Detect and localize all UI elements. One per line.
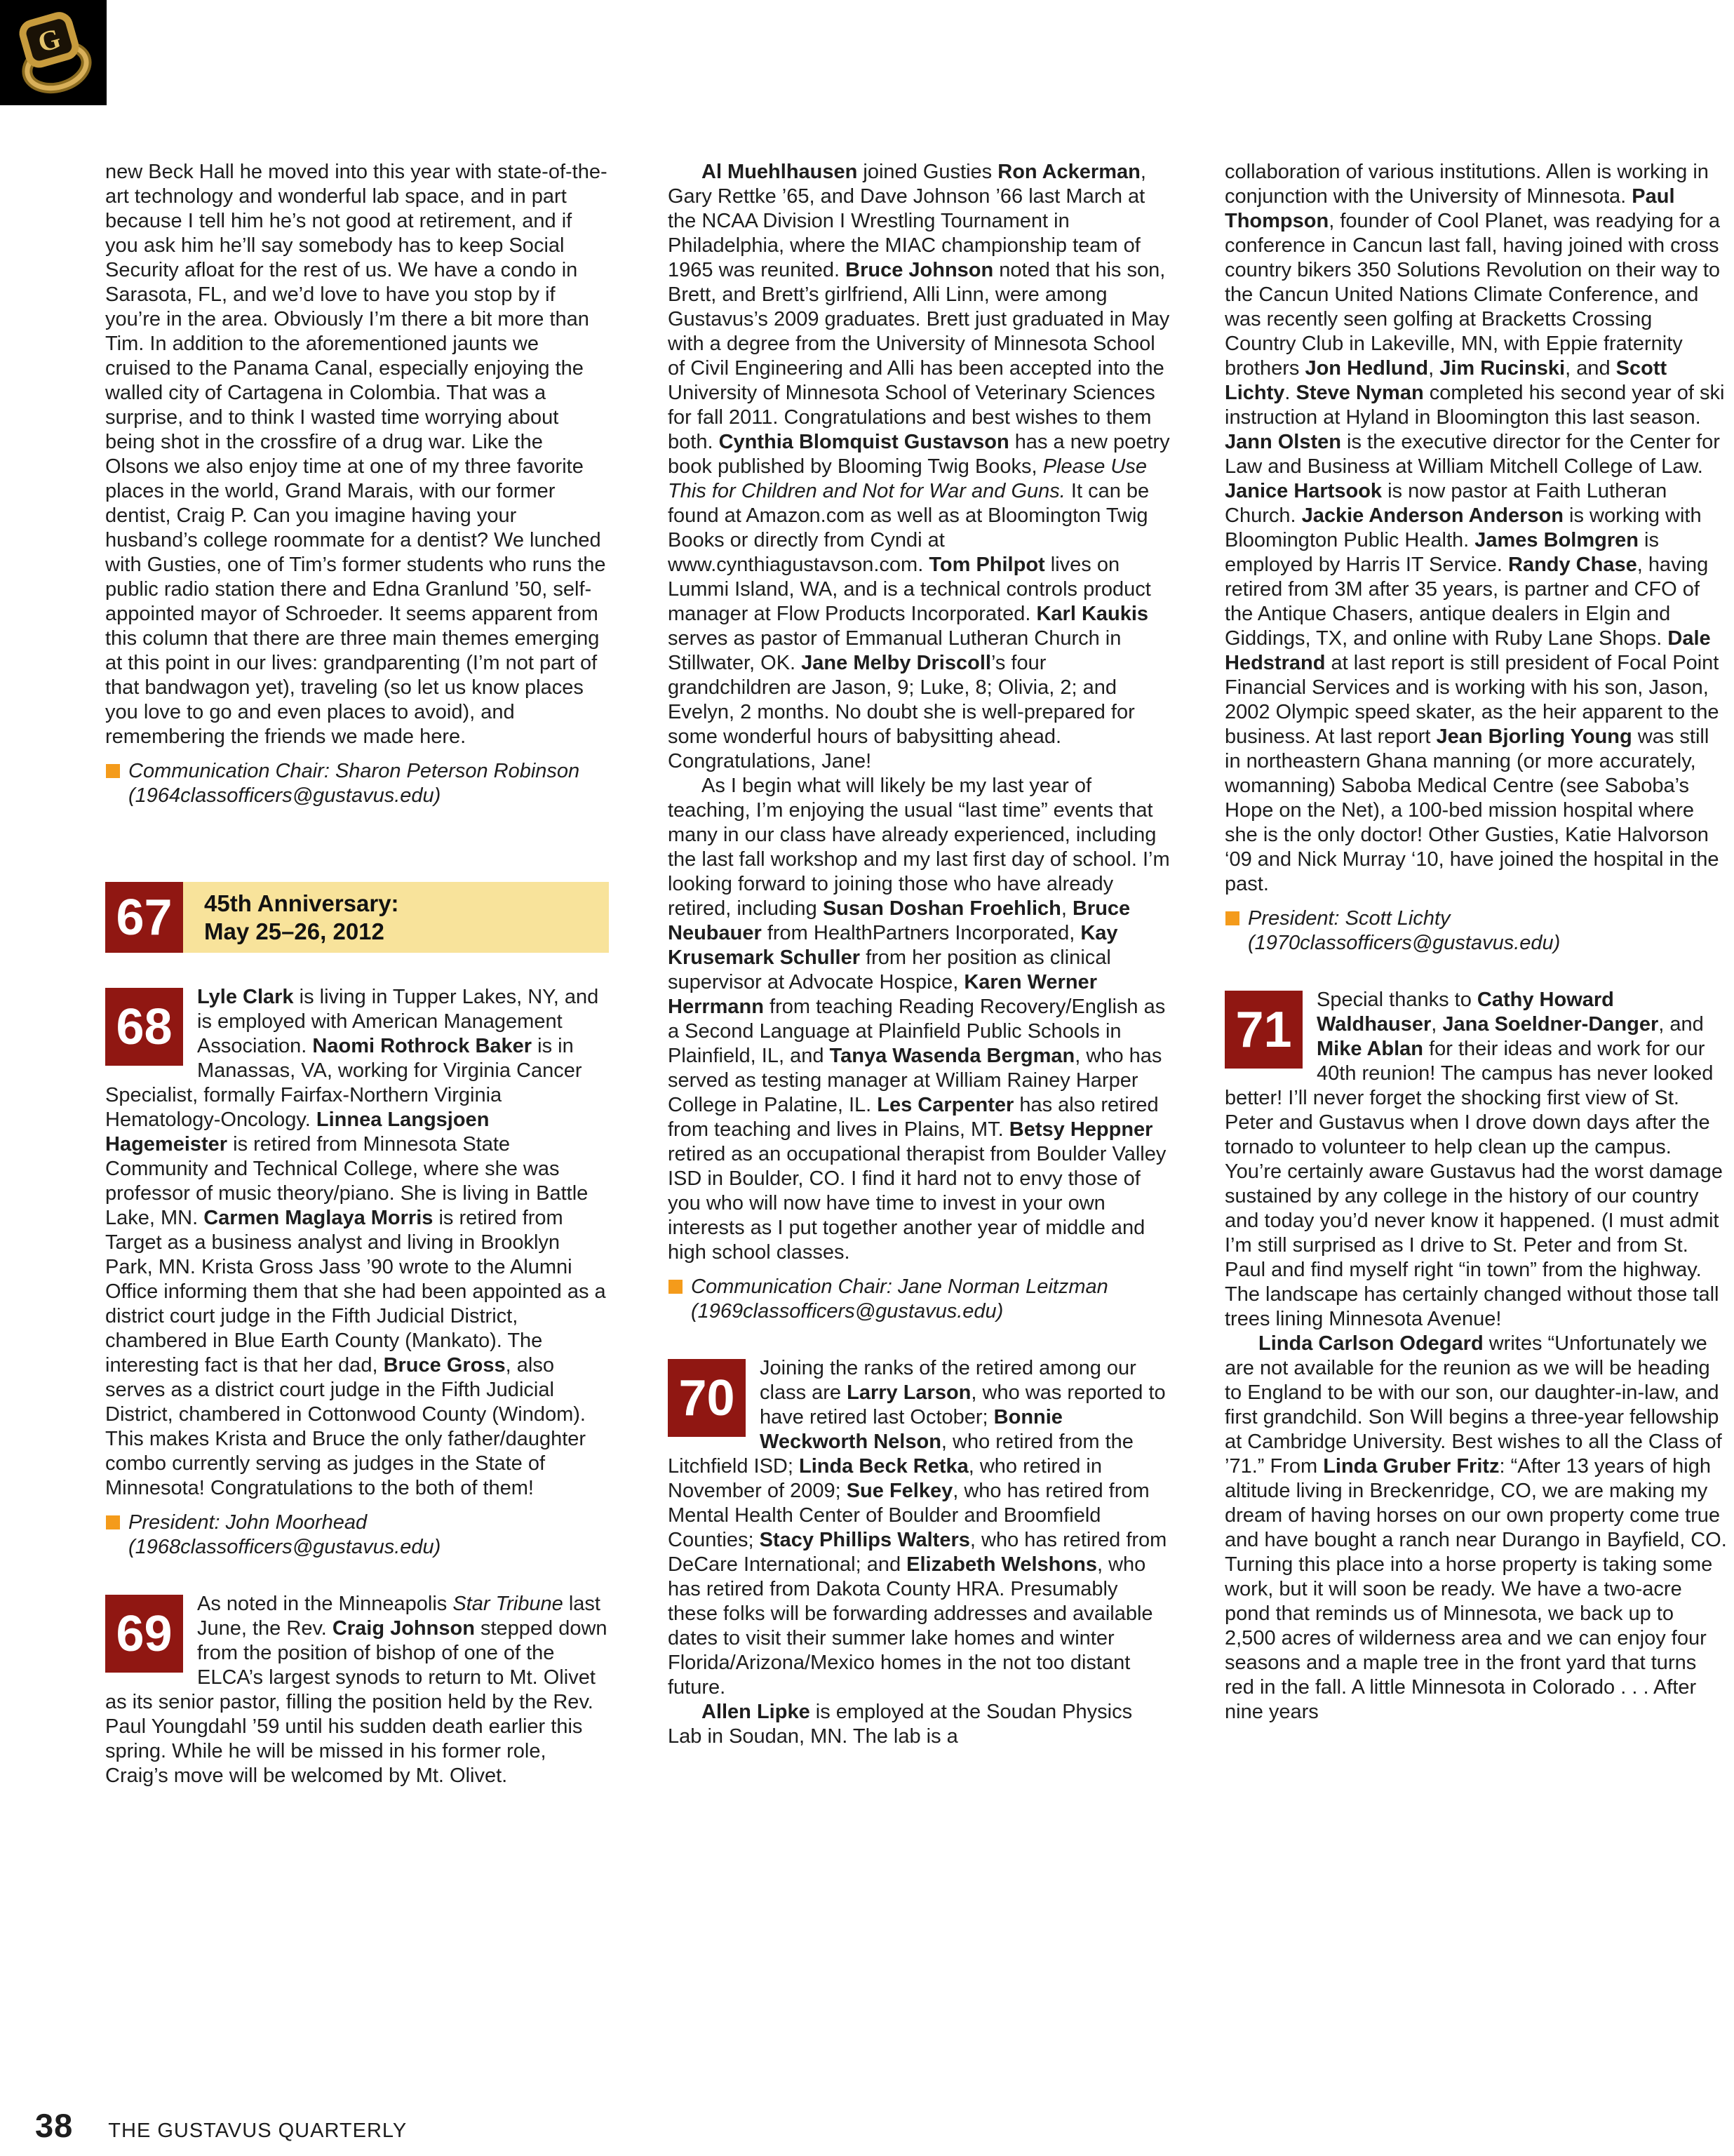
orange-square-bullet-icon <box>1225 911 1239 925</box>
class-notes-paragraph: collaboration of various institutions. Allen is working in conjunction with the University of Minnesota. Paul Thompson, founder of Cool Planet, was readying for a conference in Cancun last fall, having joined with cross country bikers 350 Solutions Revolution on their way to the Cancun United Nations Climate Conference, and was recently seen golfing at Bracketts Crossing Country Club in Lakeville, MN, with Eppie fraternity brothers Jon Hedlund, Jim Rucinski, and Scott Lichty. Steve Nyman completed his second year of ski instruction at Hyland in Bloomington this last season. Jann Olsten is the executive director for the Center for Law and Business at William Mitchell College of Law. Janice Hartsook is now pastor at Faith Lutheran Church. Jackie Anderson Anderson is working with Bloomington Public Health. James Bolmgren is employed by Harris IT Service. Randy Chase, having retired from 3M after 35 years, is partner and CFO of the Antique Chasers, antique dealers in Elgin and Giddings, TX, and online with Ruby Lane Shops. Dale Hedstrand at last report is still president of Focal Point Financial Services and is working with his son, Jason, 2002 Olympic speed skater, as the heir apparent to the business. At last report Jean Bjorling Young was still in northeastern Ghana manning (or more accurately, womanning) Saboba Medical Centre (see Saboba’s Hope on the Net), a 100-bed mission hospital where she is the only doctor! Other Gusties, Katie Halvorson ‘09 and Nick Murray ‘10, have joined the hospital in the past. <box>1225 161 1725 895</box>
anniversary-band <box>183 882 609 953</box>
class-year-badge-68: 68 <box>105 988 183 1066</box>
officer-text: Communication Chair: Sharon Peterson Robinson (1964classofficers@gustavus.edu) <box>128 760 580 807</box>
class-year-badge-69: 69 <box>105 1595 183 1673</box>
anniversary-banner-67 <box>105 882 609 953</box>
publication-title: THE GUSTAVUS QUARTERLY <box>108 2120 408 2142</box>
class-year-badge-67: 67 <box>105 882 183 953</box>
officer-text: Communication Chair: Jane Norman Leitzman (1969classofficers@gustavus.edu) <box>691 1275 1108 1323</box>
class-notes-paragraph: Lyle Clark is living in Tupper Lakes, NY, and is employed with American Management Association. Naomi Rothrock Baker is in Manassas, VA, working for Virginia Cancer Specialist, formally Fairfax-Northern Virginia Hematology-Oncology. Linnea Langsjoen Hagemeister is retired from Minnesota State Community and Technical College, where she was professor of music theory/piano. She is living in Battle Lake, MN. Carmen Maglaya Morris is retired from Target as a business analyst and living in Brooklyn Park, MN. Krista Gross Jass ’90 wrote to the Alumni Office informing them that she had been appointed as a district court judge in the Fifth Judicial District, chambered in Blue Earth County (Mankato). The interesting fact is that her dad, Bruce Gross, also serves as a district court judge in the Fifth Judicial District, chambered in Cottonwood County (Windom). This makes Krista and Bruce the only father/daughter combo currently serving as judges in the State of Minnesota! Congratulations to the both of them! <box>105 986 606 1499</box>
class-section-70 <box>668 1356 1171 1700</box>
class-year-badge-70: 70 <box>668 1359 746 1437</box>
officer-text: President: Scott Lichty (1970classofficers@gustavus.edu) <box>1248 907 1561 954</box>
class-notes-paragraph: Linda Carlson Odegard writes “Unfortunately we are not available for the reunion as we will be heading to England to be with our son, our daughter-in-law, and first grandchild. Son Will begins a three-year fellowship at Cambridge University. Best wishes to all the Class of ’71.” From Linda Gruber Fritz: “After 13 years of high altitude living in Breckenridge, CO, we are making my dream of having horses on our own property come true and have bought a ranch near Durango in Bayfield, CO. Turning this place into a horse property is taking some work, but it will soon be ready. We have a two-acre pond that reminds us of Minnesota, we back up to 2,500 acres of wilderness area and we can enjoy four seasons and a maple tree in the front yard that turns red in the fall. A little Minnesota in Colorado . . . After nine years <box>1225 1332 1727 1723</box>
orange-square-bullet-icon <box>668 1280 683 1294</box>
class-section-71 <box>1225 988 1728 1332</box>
anniversary-title: 45th Anniversary: <box>204 890 399 916</box>
officer-line-1964 <box>105 759 609 808</box>
page-number: 38 <box>35 2107 74 2144</box>
class-notes-paragraph: Special thanks to Cathy Howard Waldhauser, Jana Soeldner-Danger, and Mike Ablan for their ideas and work for our 40th reunion! The campus has never looked better! I’ll never forget the shocking first view of St. Peter and Gustavus when I drove down days after the tornado to volunteer to help clean up the campus. You’re certainly aware Gustavus had the worst damage sustained by any college in the history of our country and today you’d never know it happened. (I must admit I’m still surprised as I drive to St. Peter and from St. Paul and find myself right “in town” from the highway. The landscape has certainly changed without those tall trees lining Minnesota Avenue! <box>1225 989 1723 1330</box>
officer-line-1970 <box>1225 906 1728 956</box>
orange-square-bullet-icon <box>106 764 120 778</box>
class-notes-paragraph: Al Muehlhausen joined Gusties Ron Ackerman, Gary Rettke ’65, and Dave Johnson ’66 last March at the NCAA Division I Wrestling Tournament in Philadelphia, where the MIAC championship team of 1965 was reunited. Bruce Johnson noted that his son, Brett, and Brett’s girlfriend, Alli Linn, were among Gustavus’s 2009 graduates. Brett just graduated in May with a degree from the University of Minnesota School of Civil Engineering and Alli has been accepted into the University of Minnesota School of Veterinary Sciences for fall 2011. Congratulations and best wishes to them both. Cynthia Blomquist Gustavson has a new poetry book published by Blooming Twig Books, Please Use This for Children and Not for War and Guns. It can be found at Amazon.com as well as at Bloomington Twig Books or directly from Cyndi at www.cynthiagustavson.com. Tom Philpot lives on Lummi Island, WA, and is a technical controls product manager at Flow Products Incorporated. Karl Kaukis serves as pastor of Emmanual Lutheran Church in Stillwater, OK. Jane Melby Driscoll’s four grandchildren are Jason, 9; Luke, 8; Olivia, 2; and Evelyn, 2 months. No doubt she is well-prepared for some wonderful hours of babysitting ahead. Congratulations, Jane! <box>668 161 1170 772</box>
page-footer <box>35 2106 407 2145</box>
orange-square-bullet-icon <box>106 1515 120 1529</box>
class-notes-paragraph: Joining the ranks of the retired among our class are Larry Larson, who was reported to have retired last October; Bonnie Weckworth Nelson, who retired from the Litchfield ISD; Linda Beck Retka, who retired in November of 2009; Sue Felkey, who has retired from Mental Health Center of Boulder and Broomfield Counties; Stacy Phillips Walters, who has retired from DeCare International; and Elizabeth Welshons, who has retired from Dakota County HRA. Presumably these folks will be forwarding addresses and available dates to visit their summer lake homes and winter Florida/Arizona/Mexico homes in the not too distant future. <box>668 1357 1167 1699</box>
class-section-69 <box>105 1592 609 1788</box>
officer-line-1969 <box>668 1275 1171 1324</box>
class-notes-paragraph: new Beck Hall he moved into this year with state-of-the-art technology and wonderful lab space, and in part because I tell him he’s not good at retirement, and if you ask him he’ll say somebody has to keep Social Security afloat for the rest of us. We have a condo in Sarasota, FL, and we’d love to have you stop by if you’re in the area. Obviously I’m there a bit more than Tim. In addition to the aforementioned jaunts we cruised to the Panama Canal, especially enjoying the walled city of Cartagena in Colombia. That was a surprise, and to think I wasted time worrying about being shot in the crossfire of a drug war. Like the Olsons we also enjoy time at one of my three favorite places in the world, Grand Marais, with our former dentist, Craig P. Can you imagine having your husband’s college roommate for a dentist? We lunched with Gusties, one of Tim’s former students who runs the public radio station there and Edna Granlund ’50, self-appointed mayor of Schroeder. It seems apparent from this column that there are three main themes emerging at this point in our lives: grandparenting (I’m not part of that bandwagon yet), traveling (so let us know places you love to go and even places to avoid), and remembering the friends we made here. <box>105 161 607 748</box>
anniversary-date: May 25–26, 2012 <box>204 918 384 944</box>
class-year-badge-71: 71 <box>1225 991 1303 1069</box>
class-notes-paragraph: Allen Lipke is employed at the Soudan Physics Lab in Soudan, MN. The lab is a <box>668 1701 1133 1748</box>
class-notes-paragraph: As I begin what will likely be my last year of teaching, I’m enjoying the usual “last time” events that many in our class have already experienced, including the last fall workshop and my last first day of school. I’m looking forward to joining those who have already retired, including Susan Doshan Froehlich, Bruce Neubauer from HealthPartners Incorporated, Kay Krusemark Schuller from her position as clinical supervisor at Advocate Hospice, Karen Werner Herrmann from teaching Reading Recovery/English as a Second Language at Plainfield Public Schools in Plainfield, IL, and Tanya Wasenda Bergman, who has served as testing manager at William Rainey Harper College in Palatine, IL. Les Carpenter has also retired from teaching and lives in Plains, MT. Betsy Heppner retired as an occupational therapist from Boulder Valley ISD in Boulder, CO. I find it hard not to envy those of you who will now have time to invest in your own interests as I put together another year of middle and high school classes. <box>668 775 1170 1264</box>
class-ring-logo <box>0 0 107 105</box>
column-2 <box>668 160 1171 1749</box>
officer-line-1968 <box>105 1511 609 1560</box>
class-ring-icon <box>0 0 107 105</box>
column-3 <box>1225 160 1728 1725</box>
class-section-68 <box>105 985 609 1501</box>
svg-text:G: G <box>34 22 65 59</box>
officer-text: President: John Moorhead (1968classofficers@gustavus.edu) <box>128 1511 441 1558</box>
class-notes-paragraph: As noted in the Minneapolis Star Tribune last June, the Rev. Craig Johnson stepped down from the position of bishop of one of the ELCA’s largest synods to return to Mt. Olivet as its senior pastor, filling the position held by the Rev. Paul Youngdahl ’59 until his sudden death earlier this spring. While he will be missed in his former role, Craig’s move will be welcomed by Mt. Olivet. <box>105 1593 607 1787</box>
column-1 <box>105 160 609 1788</box>
